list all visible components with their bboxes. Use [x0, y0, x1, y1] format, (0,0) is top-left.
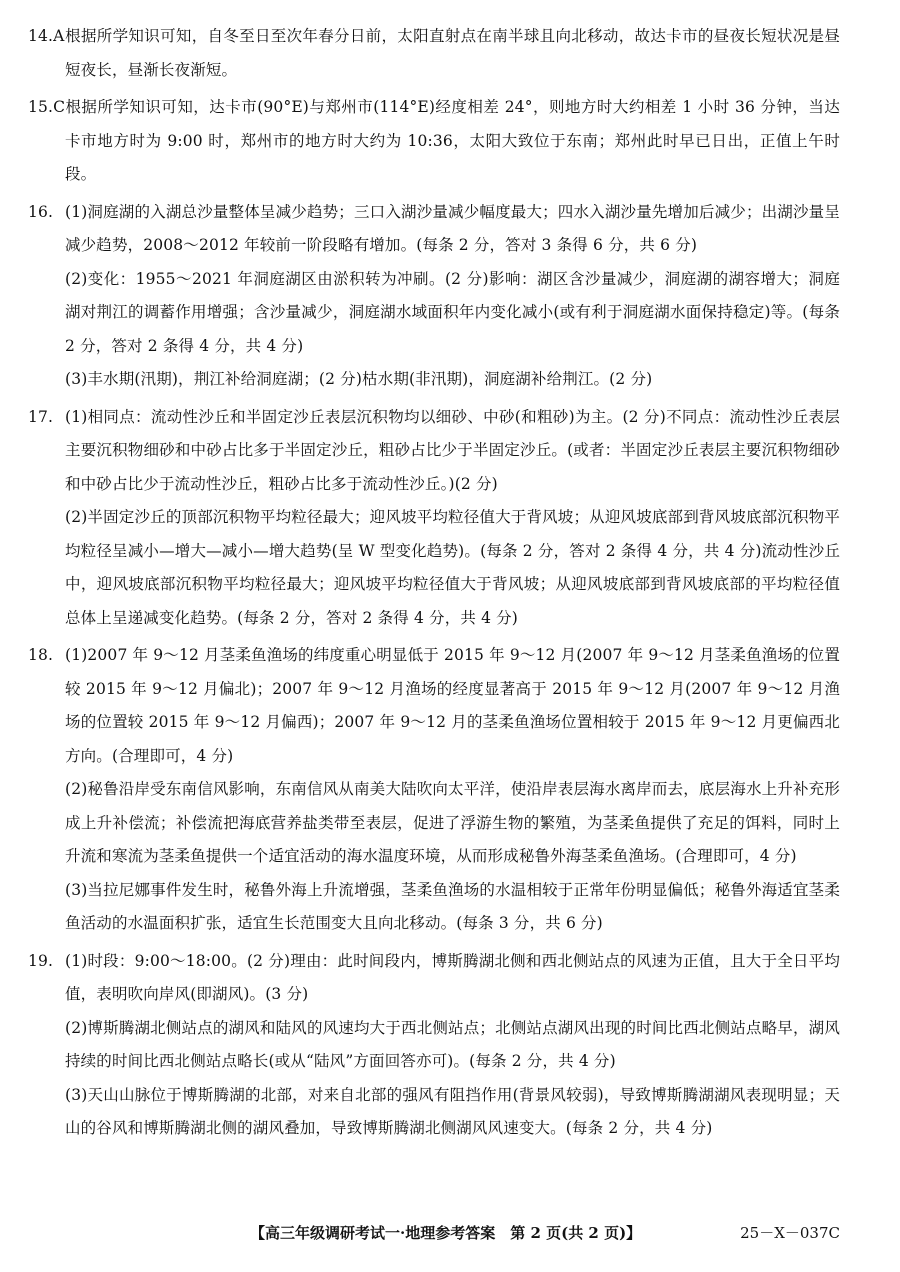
footer-title: 【高三年级调研考试一·地理参考答案 第 2 页(共 2 页)】: [250, 1224, 642, 1242]
question-15: [28, 91, 840, 192]
question-number: 16.: [28, 202, 54, 221]
answer-part-3: (3)当拉尼娜事件发生时，秘鲁外海上升流增强，茎柔鱼渔场的水温相较于正常年份明显偏低；秘鲁外海适宜茎柔鱼活动的水温面积扩张，适宜生长范围变大且向北移动。(每条 3 分，共 6 分): [65, 880, 840, 932]
answer-part-1: (1)相同点：流动性沙丘和半固定沙丘表层沉积物均以细砂、中砂(和粗砂)为主。(2 分)不同点：流动性沙丘表层主要沉积物细砂和中砂占比多于半固定沙丘，粗砂占比少于半固定沙丘。(或者：半固定沙丘表层主要沉积物细砂和中砂占比少于流动性沙丘，粗砂占比多于流动性沙丘。)(2 分): [65, 407, 840, 493]
answer-part-2: (2)半固定沙丘的顶部沉积物平均粒径最大；迎风坡平均粒径值大于背风坡；从迎风坡底部到背风坡底部沉积物平均粒径呈减小—增大—减小—增大趋势(呈 W 型变化趋势)。(每条 2 分，答对 2 条得 4 分，共 4 分)流动性沙丘中，迎风坡底部沉积物平均粒径最大；迎风坡平均粒径值大于背风坡；从迎风坡底部到背风坡底部的平均粒径值总体上呈递减变化趋势。(每条 2 分，答对 2 条得 4 分，共 4 分): [65, 508, 840, 627]
question-number: 14.A: [28, 27, 65, 45]
document-code: 25－X－037C: [740, 1224, 840, 1242]
answer-part-1: (1)洞庭湖的入湖总沙量整体呈减少趋势；三口入湖沙量减少幅度最大；四水入湖沙量先增加后减少；出湖沙量呈减少趋势，2008～2012 年较前一阶段略有增加。(每条 2 分，答对 3 条得 6 分，共 6 分): [65, 202, 840, 254]
answer-part-3: (3)天山山脉位于博斯腾湖的北部，对来自北部的强风有阻挡作用(背景风较弱)，导致博斯腾湖湖风表现明显；天山的谷风和博斯腾湖北侧的湖风叠加，导致博斯腾湖北侧湖风风速变大。(每条 2 分，共 4 分): [65, 1085, 840, 1137]
answer-part-2: (2)博斯腾湖北侧站点的湖风和陆风的风速均大于西北侧站点；北侧站点湖风出现的时间比西北侧站点略早，湖风持续的时间比西北侧站点略长(或从“陆风”方面回答亦可)。(每条 2 分，共 4 分): [65, 1018, 840, 1070]
answer-text: 根据所学知识可知，达卡市(90°E)与郑州市(114°E)经度相差 24°，则地方时大约相差 1 小时 36 分钟，当达卡市地方时为 9:00 时，郑州市的地方时大约为 10:36，太阳大致位于东南；郑州此时早已日出，正值上午时段。: [65, 98, 840, 183]
page-footer: [0, 1218, 900, 1248]
question-16: [28, 196, 840, 397]
question-19: [28, 945, 840, 1146]
answer-part-2: (2)变化：1955～2021 年洞庭湖区由淤积转为冲刷。(2 分)影响：湖区含沙量减少，洞庭湖的湖容增大；洞庭湖对荆江的调蓄作用增强；含沙量减少，洞庭湖水域面积年内变化减小(或有利于洞庭湖水面保持稳定)等。(每条 2 分，答对 2 条得 4 分，共 4 分): [65, 269, 840, 355]
question-17: [28, 401, 840, 636]
answer-part-3: (3)丰水期(汛期)，荆江补给洞庭湖；(2 分)枯水期(非汛期)，洞庭湖补给荆江。(2 分): [65, 370, 653, 388]
question-14: [28, 20, 840, 87]
answer-text: 根据所学知识可知，自冬至日至次年春分日前，太阳直射点在南半球且向北移动，故达卡市的昼夜长短状况是昼短夜长，昼渐长夜渐短。: [65, 27, 840, 79]
question-number: 19.: [28, 951, 54, 970]
question-number: 18.: [28, 646, 54, 664]
question-number: 17.: [28, 407, 54, 426]
question-number: 15.C: [28, 98, 66, 116]
question-18: [28, 639, 840, 941]
answer-part-1: (1)2007 年 9～12 月茎柔鱼渔场的纬度重心明显低于 2015 年 9～12 月(2007 年 9～12 月茎柔鱼渔场的位置较 2015 年 9～12 月偏北)；2007 年 9～12 月渔场的经度显著高于 2015 年 9～12 月(2007 年 9～12 月渔场的位置较 2015 年 9～12 月偏西)；2007 年 9～12 月的茎柔鱼渔场位置相较于 2015 年 9～12 月更偏西北方向。(合理即可，4 分): [65, 646, 840, 765]
answer-part-2: (2)秘鲁沿岸受东南信风影响，东南信风从南美大陆吹向太平洋，使沿岸表层海水离岸而去，底层海水上升补充形成上升补偿流；补偿流把海底营养盐类带至表层，促进了浮游生物的繁殖，为茎柔鱼提供了充足的饵料，同时上升流和寒流为茎柔鱼提供一个适宜活动的海水温度环境，从而形成秘鲁外海茎柔鱼渔场。(合理即可，4 分): [65, 780, 840, 865]
answer-part-1: (1)时段：9:00～18:00。(2 分)理由：此时间段内，博斯腾湖北侧和西北侧站点的风速为正值，且大于全日平均值，表明吹向岸风(即湖风)。(3 分): [65, 951, 840, 1003]
